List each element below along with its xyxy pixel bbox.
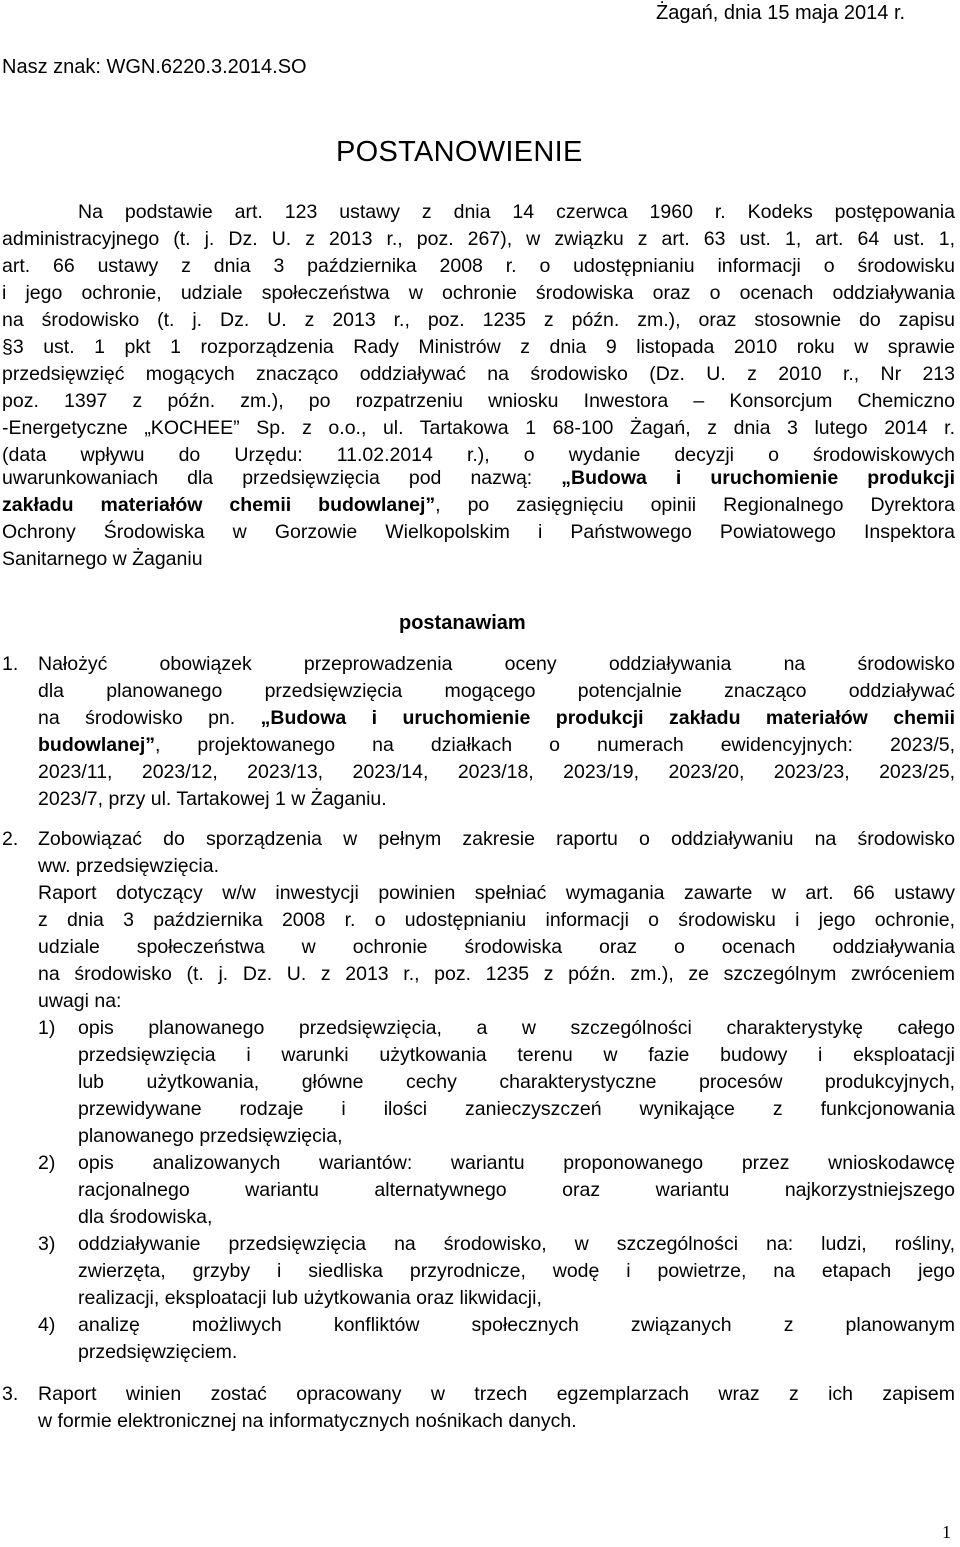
item-line: na środowisko (t. j. Dz. U. z 2013 r., poz. 1235 z późn. zm.), ze szczególnym zwróceniem xyxy=(38,963,955,985)
sub-item-number: 3) xyxy=(38,1233,56,1255)
preamble-line: art. 66 ustawy z dnia 3 października 2008 r. o udostępnianiu informacji o środowisku xyxy=(2,255,955,277)
sub-item-line: opis planowanego przedsięwzięcia, a w szczególności charakterystykę całego xyxy=(78,1017,955,1039)
sub-item-line: zwierzęta, grzyby i siedliska przyrodnicze, wodę i powietrze, na etapach jego xyxy=(78,1260,955,1282)
item-line: Raport winien zostać opracowany w trzech egzemplarzach wraz z ich zapisem xyxy=(38,1383,955,1405)
document-title: POSTANOWIENIE xyxy=(336,136,583,168)
preamble-line: administracyjnego (t. j. Dz. U. z 2013 r., poz. 267), w związku z art. 63 ust. 1, art. 64 ust. 1, xyxy=(2,228,955,250)
sub-item-line: oddziaływanie przedsięwzięcia na środowisko, w szczególności na: ludzi, rośliny, xyxy=(78,1233,955,1255)
preamble-line xyxy=(2,466,955,490)
preamble-line: §3 ust. 1 pkt 1 rozporządzenia Rady Ministrów z dnia 9 listopada 2010 roku w sprawie xyxy=(2,336,955,358)
item-number: 1. xyxy=(2,653,19,675)
preamble-line: poz. 1397 z późn. zm.), po rozpatrzeniu wniosku Inwestora – Konsorcjum Chemiczno xyxy=(2,390,955,412)
preamble-line: przedsięwzięć mogących znacząco oddziaływać na środowisko (Dz. U. z 2010 r., Nr 213 xyxy=(2,363,955,385)
preamble-line: (data wpływu do Urzędu: 11.02.2014 r.), o wydanie decyzji o środowiskowych xyxy=(2,444,955,466)
project-name-bold: budowlanej” xyxy=(38,734,155,756)
item-line xyxy=(38,733,955,757)
item-text: , projektowanego na działkach o numerach ewidencyjnych: 2023/5, xyxy=(155,734,955,756)
preamble-text: , po zasięgnięciu opinii Regionalnego Dyrektora xyxy=(435,494,955,516)
preamble-line xyxy=(2,493,955,517)
preamble-line: i jego ochronie, udziale społeczeństwa w ochronie środowiska oraz o ocenach oddziaływania xyxy=(2,282,955,304)
sub-item-number: 4) xyxy=(38,1314,56,1336)
item-line: Raport dotyczący w/w inwestycji powinien spełniać wymagania zawarte w art. 66 ustawy xyxy=(38,882,955,904)
sub-item-line: analizę możliwych konfliktów społecznych związanych z planowanym xyxy=(78,1314,955,1336)
item-line: uwagi na: xyxy=(38,990,122,1012)
sub-item-line: lub użytkowania, główne cechy charakterystyczne procesów produkcyjnych, xyxy=(78,1071,955,1093)
item-line: 2023/11, 2023/12, 2023/13, 2023/14, 2023/18, 2023/19, 2023/20, 2023/23, 2023/25, xyxy=(38,761,955,783)
item-line: udziale społeczeństwa w ochronie środowiska oraz o ocenach oddziaływania xyxy=(38,936,955,958)
preamble-line: Ochrony Środowiska w Gorzowie Wielkopolskim i Państwowego Powiatowego Inspektora xyxy=(2,521,955,543)
page-number: 1 xyxy=(942,1522,951,1542)
decision-heading: postanawiam xyxy=(399,612,526,634)
item-line: z dnia 3 października 2008 r. o udostępnianiu informacji o środowisku i jego ochronie, xyxy=(38,909,955,931)
sub-item-line: realizacji, eksploatacji lub użytkowania oraz likwidacji, xyxy=(78,1287,542,1309)
reference-number: Nasz znak: WGN.6220.3.2014.SO xyxy=(2,56,307,78)
preamble-line: na środowisko (t. j. Dz. U. z 2013 r., poz. 1235 z późn. zm.), oraz stosownie do zapisu xyxy=(2,309,955,331)
item-line: Nałożyć obowiązek przeprowadzenia oceny oddziaływania na środowisko xyxy=(38,653,955,675)
sub-item-line: dla środowiska, xyxy=(78,1206,213,1228)
item-line xyxy=(38,706,955,730)
project-name-bold: „Budowa i uruchomienie produkcji xyxy=(561,467,955,489)
item-text: na środowisko pn. xyxy=(38,707,261,729)
item-line: Zobowiązać do sporządzenia w pełnym zakresie raportu o oddziaływaniu na środowisko xyxy=(38,828,955,850)
sub-item-number: 2) xyxy=(38,1152,56,1174)
item-number: 2. xyxy=(2,828,19,850)
project-name-bold: „Budowa i uruchomienie produkcji zakładu materiałów chemii xyxy=(260,707,956,729)
sub-item-line: opis analizowanych wariantów: wariantu proponowanego przez wnioskodawcę xyxy=(78,1152,955,1174)
sub-item-line: planowanego przedsięwzięcia, xyxy=(78,1125,343,1147)
preamble-line: Na podstawie art. 123 ustawy z dnia 14 czerwca 1960 r. Kodeks postępowania xyxy=(78,201,955,223)
project-name-bold: zakładu materiałów chemii budowlanej” xyxy=(2,494,436,516)
preamble-line: Sanitarnego w Żaganiu xyxy=(2,548,203,570)
item-line: ww. przedsięwzięcia. xyxy=(38,855,219,877)
item-line: w formie elektronicznej na informatycznych nośnikach danych. xyxy=(38,1410,577,1432)
sub-item-line: przedsięwzięciem. xyxy=(78,1341,238,1363)
item-line: 2023/7, przy ul. Tartakowej 1 w Żaganiu. xyxy=(38,788,387,810)
sub-item-number: 1) xyxy=(38,1017,56,1039)
preamble-text: uwarunkowaniach dla przedsięwzięcia pod nazwą: xyxy=(2,467,562,489)
preamble-line: -Energetyczne „KOCHEE” Sp. z o.o., ul. Tartakowa 1 68-100 Żagań, z dnia 3 lutego 2014 r. xyxy=(2,417,955,439)
document-date: Żagań, dnia 15 maja 2014 r. xyxy=(656,2,906,24)
sub-item-line: racjonalnego wariantu alternatywnego oraz wariantu najkorzystniejszego xyxy=(78,1179,955,1201)
sub-item-line: przewidywane rodzaje i ilości zanieczyszczeń wynikające z funkcjonowania xyxy=(78,1098,955,1120)
item-line: dla planowanego przedsięwzięcia mogącego potencjalnie znacząco oddziaływać xyxy=(38,680,955,702)
item-number: 3. xyxy=(2,1383,19,1405)
sub-item-line: przedsięwzięcia i warunki użytkowania terenu w fazie budowy i eksploatacji xyxy=(78,1044,955,1066)
